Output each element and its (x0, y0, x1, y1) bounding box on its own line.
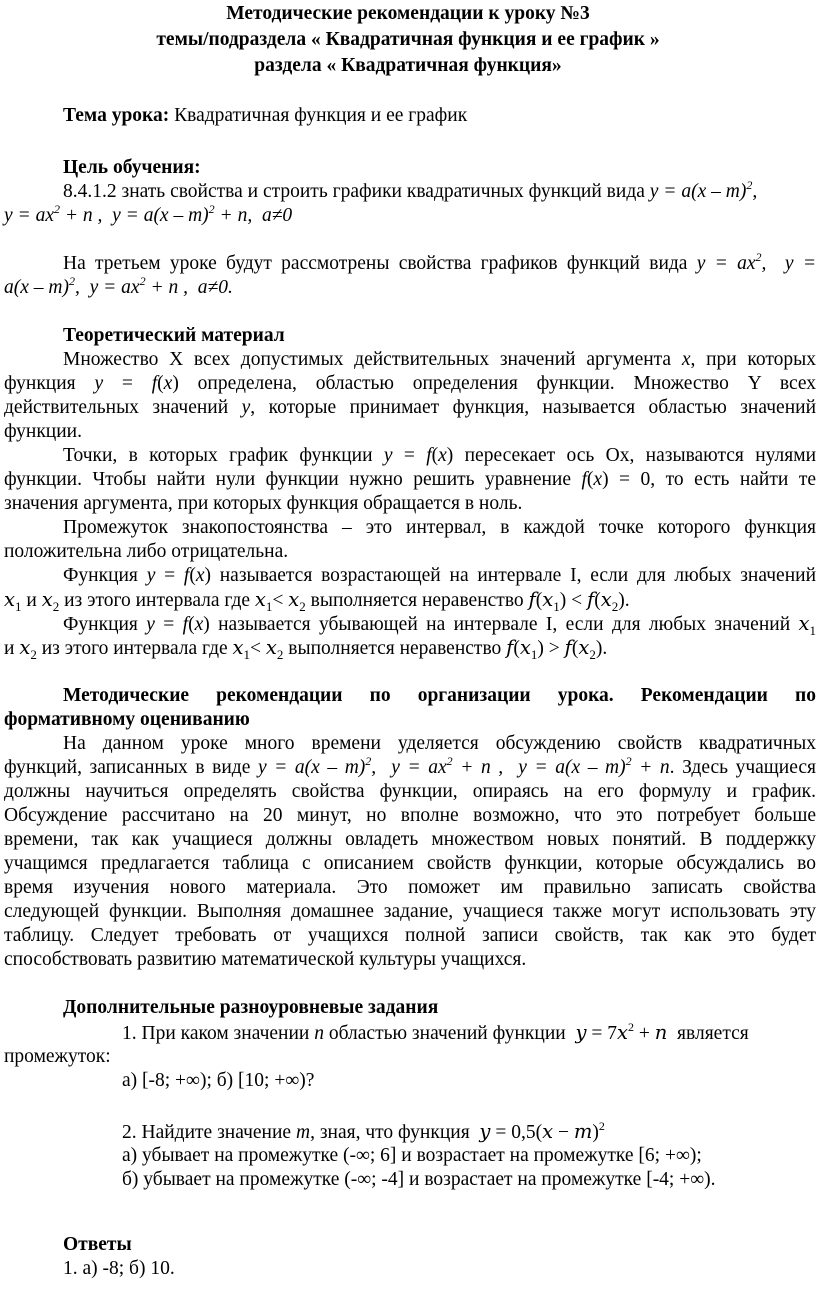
p4-text-b: называется возрастающей на интервале I, если для любых значений (219, 565, 816, 586)
theory-heading: Теоретический материал (63, 325, 285, 346)
theory-p1-line-3: действительных значений y, которые принимает функция, называется областью значений (4, 397, 816, 418)
p4-text-d: из этого интервала где (64, 590, 251, 611)
theory-p3-line-1 (4, 516, 816, 540)
methods-text-2a: функций, записанных в виде (4, 757, 251, 778)
methods-heading-a: Методические рекомендации по организации урока. Рекомендации по (63, 685, 816, 706)
methods-line-4: Обсуждение рассчитано на 20 минут, но вполне возможно, что это потребует больше (4, 805, 816, 826)
theory-p4-line-1: Функция y = f(x) называется возрастающей на интервале I, если для любых значений (4, 564, 816, 588)
doc-title-line-1: Методические рекомендации к уроку №3 (226, 3, 590, 24)
p1-text-c: функция (4, 373, 76, 394)
theory-p2-line-1: Точки, в которых график функции y = f(x) пересекает ось Ох, называются нулями (4, 444, 816, 468)
methods-text-2b: . Здесь учащиеся (669, 757, 816, 778)
methods-line-1 (4, 732, 816, 756)
task-1-text-c: является (677, 1023, 749, 1044)
topic-text: Квадратичная функция и ее график (174, 105, 468, 126)
theory-p2-line-3: значения аргумента, при которых функция обращается в ноль. (4, 493, 523, 514)
theory-p5-line-2: и $x_2$ из этого интервала где $x_1< x_2$ выполняется неравенство $f(x_1) > f(x_2)$. (4, 636, 608, 662)
p2-text-a: Точки, в которых график функции (63, 445, 373, 466)
p5-text-a: Функция (63, 614, 138, 635)
task-2-option-a: а) убывает на промежутке (-∞; 6] и возрастает на промежутке [6; +∞); (122, 1145, 702, 1166)
theory-p1-line-4: функции. (4, 421, 82, 442)
goal-code-text: 8.4.1.2 знать свойства и строить графики квадратичных функций вида (63, 181, 645, 202)
p2-text-b: пересекает ось Ох, называются нулями (464, 445, 816, 466)
p5-text-e: выполняется неравенство (288, 638, 502, 659)
p1-text-e: действительных значений (4, 397, 229, 418)
methods-line-6: учащимся предлагается таблица с описанием свойств функции, которые обсуждались во (4, 853, 816, 874)
doc-title-line-2: темы/подраздела « Квадратичная функция и ее график » (156, 29, 660, 50)
methods-line-3: должны научиться определять свойства функции, опираясь на его формулу и график. (4, 781, 816, 802)
p5-text-c: и (4, 638, 15, 659)
p5-text-b: называется убывающей на интервале I, если для любых значений (218, 614, 791, 635)
methods-line-8: следующей функции. Выполняя домашнее задание, учащиеся также могут использовать эту (4, 901, 816, 922)
goal-label: Цель обучения: (63, 157, 201, 178)
theory-p1-line-1: Множество X всех допустимых действительных значений аргумента x, при которых (4, 348, 816, 372)
task-1-line-2: промежуток: (4, 1046, 111, 1067)
task-1-options: а) [-8; +∞); б) [10; +∞)? (122, 1070, 315, 1091)
p1-text-b: , при которых (690, 349, 816, 370)
methods-heading-line-1 (4, 684, 816, 708)
methods-line-9: таблицу. Следует требовать от учащихся полной записи свойств, так как это будет (4, 925, 816, 946)
doc-title-line-3: раздела « Квадратичная функция» (254, 55, 562, 76)
methods-line-7: время изучения нового материала. Это поможет им правильно записать свойства (4, 877, 816, 898)
methods-line-2: функций, записанных в виде y = a(x – m)$^2$, $y = ax^2 + n$ , y = a(x – m)$^2$ + n. Здесь учащиеся (4, 754, 816, 778)
tasks-heading: Дополнительные разноуровневые задания (63, 997, 439, 1018)
topic-label: Тема урока: (63, 105, 170, 126)
p4-text-e: выполняется неравенство (310, 590, 524, 611)
p1-text-f: , которые принимает функция, называется областью значений (250, 397, 816, 418)
theory-p3-line-2: положительна либо отрицательна. (4, 541, 289, 562)
theory-p2-line-2: функции. Чтобы найти нули функции нужно решить уравнение f(x) = 0, то есть найти те (4, 469, 816, 490)
task-2-text-b: , зная, что функция (310, 1122, 470, 1143)
p4-text-a: Функция (63, 565, 138, 586)
task-2-text-a: 2. Найдите значение (122, 1122, 292, 1143)
theory-p1-line-2: функция y = f(x) определена, областью определения функции. Множество Y всех (4, 373, 816, 394)
task-1-text-a: 1. При каком значении (122, 1023, 310, 1044)
p1-text-d: определена, областью определения функции. Множество Y всех (197, 373, 816, 394)
intro-line-2: a(x – m)$^2$, $y = ax^2 + n$ , a≠0. (4, 274, 233, 298)
methods-line-5: времени, так как учащиеся должны овладеть множеством новых понятий. В поддержку (4, 829, 816, 850)
task-2-line-1: 2. Найдите значение m, зная, что функция $y = 0,5(x - m)^2$ (122, 1119, 605, 1143)
goal-formulas: $y = ax^2 + n$ , y = a(x – m)$^2$ + n, a≠0 (4, 202, 293, 226)
p5-text-d: из этого интервала где (41, 638, 228, 659)
p3-text-a: Промежуток знакопостоянства – это интервал, в каждой точке которого функция (63, 517, 816, 538)
p2-text-d: , то есть найти те (650, 469, 816, 490)
theory-p5-line-1: Функция y = f(x) называется убывающей на интервале I, если для любых значений $x_1$ (4, 612, 816, 637)
answer-1: 1. а) -8; б) 10. (63, 1258, 175, 1279)
methods-line-10: способствовать развитию математической культуры учащихся. (4, 949, 527, 970)
theory-p4-line-2: $x_1$ и $x_2$ из этого интервала где $x_1< x_2$ выполняется неравенство $f(x_1) < f(x_2)$. (4, 588, 630, 614)
topic-line (63, 104, 467, 128)
task-1-text-b: областью значений функции (328, 1023, 566, 1044)
p2-text-c: функции. Чтобы найти нули функции нужно решить уравнение (4, 469, 572, 490)
p1-text-a: Множество X всех допустимых действительных значений аргумента (63, 349, 672, 370)
intro-text: На третьем уроке будут рассмотрены свойства графиков функций вида (63, 253, 688, 274)
task-2-option-b: б) убывает на промежутке (-∞; -4] и возрастает на промежутке [-4; +∞). (122, 1169, 716, 1190)
task-1-line-1: 1. При каком значении n областью значений функции $y = 7x^2 + n$ является (122, 1020, 749, 1044)
methods-heading-line-2: формативному оцениванию (4, 709, 250, 730)
goal-code-line: 8.4.1.2 знать свойства и строить графики квадратичных функций вида y = a(x – m)$^2$, (63, 178, 758, 202)
intro-line-1: На третьем уроке будут рассмотрены свойства графиков функций вида $y = ax^2$, y = (4, 252, 816, 276)
p4-text-c: и (26, 590, 37, 611)
methods-text-1: На данном уроке много времени уделяется обсуждению свойств квадратичных (63, 733, 816, 754)
answers-heading: Ответы (63, 1234, 132, 1255)
